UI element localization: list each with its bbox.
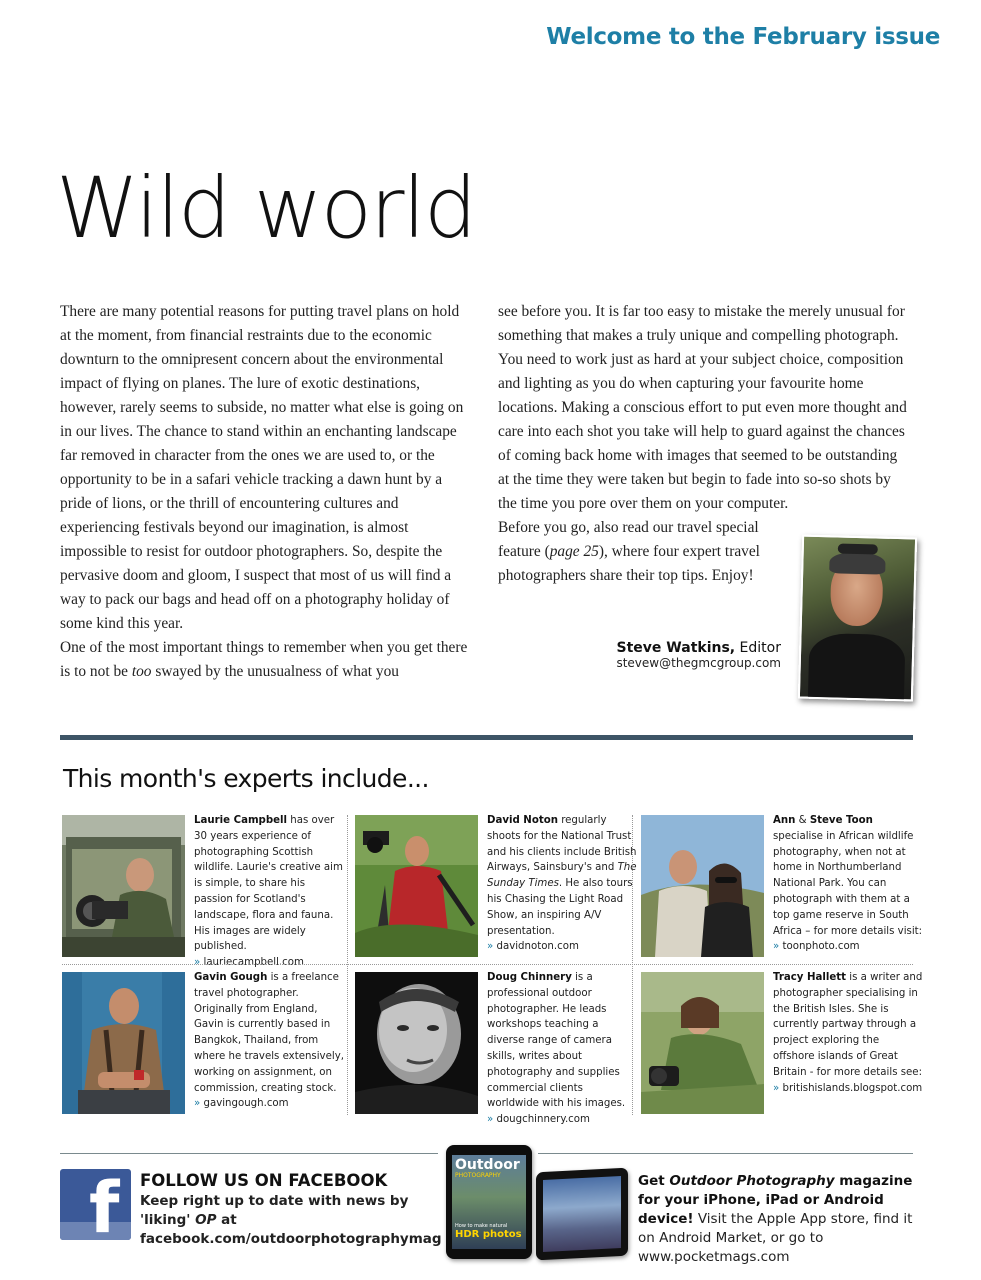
expert-name: Ann (773, 815, 796, 826)
expert-link-text[interactable]: dougchinnery.com (496, 1114, 590, 1126)
expert-card (62, 815, 344, 969)
text-run: One of the most important things to remember when you get there is to not be (60, 639, 468, 680)
footer-divider (60, 1153, 438, 1154)
expert-bio-text: is a freelance travel photographer. Originally from England, Gavin is currently based in Bangkok, Thailand, from where he travels extensively, working on assignment, on commission, creating stock. (194, 972, 344, 1094)
app-text: Visit the Apple App store, find it on Android Market, or go to www.pocketmags.com (638, 1211, 913, 1265)
emphasis-text: page 25 (549, 543, 599, 560)
link-chevron-icon: » (773, 1082, 780, 1094)
expert-name: Doug Chinnery (487, 972, 572, 983)
facebook-link[interactable]: at facebook.com/outdoorphotographymag (140, 1212, 442, 1247)
expert-bio (194, 813, 344, 971)
expert-link-text[interactable]: britishislands.blogspot.com (782, 1082, 923, 1094)
expert-bio-text: is a professional outdoor photographer. He leads workshops teaching a diverse range of camera skills, writes about photography and supplies commercial clients worldwide with his images. (487, 972, 626, 1110)
expert-bio (773, 970, 923, 1096)
expert-bio-text: specialise in African wildlife photography, when not at home in Northumberland National Park. You can photograph with them at a top game reserve in South Africa – for more details visit: (773, 830, 923, 937)
link-chevron-icon: » (194, 957, 201, 969)
photo-figure-sunglasses (838, 543, 878, 554)
signature-name: Steve Watkins, (616, 640, 736, 656)
app-heading-emphasis: Outdoor Photography (669, 1173, 835, 1189)
app-promo (638, 1172, 928, 1267)
expert-bio-text: is a writer and photographer specialising in the British Isles. She is currently partway through a project exploring the offshore islands of Great Britain - for more details see: (773, 972, 923, 1078)
expert-link[interactable] (773, 1081, 923, 1097)
magazine-cover-line: How to make natural (455, 1223, 508, 1229)
text-run: Get (638, 1173, 670, 1189)
expert-name: Steve Toon (809, 815, 873, 826)
facebook-promo (140, 1171, 442, 1249)
editorial-paragraph (60, 636, 472, 684)
expert-link-text[interactable]: toonphoto.com (782, 941, 860, 953)
facebook-icon[interactable] (60, 1169, 131, 1240)
signature-role: Editor (735, 640, 781, 656)
expert-bio (487, 970, 637, 1128)
grid-divider (62, 964, 913, 965)
editor-signature (616, 640, 781, 670)
text-run: Before you go, also read our travel special feature ( (498, 519, 759, 560)
signature-email[interactable]: stevew@thegmcgroup.com (616, 656, 781, 670)
editorial-paragraph (498, 516, 783, 588)
expert-link-text[interactable]: gavingough.com (203, 1098, 289, 1110)
editorial-paragraph: There are many potential reasons for putting travel plans on hold at the moment, from financial restraints due to the economic downturn to the omnipresent concern about the environmental impact of flying on planes. The lure of exotic destinations, however, rarely seems to subside, no matter what else is going on in our lives. The chance to stand within an enchanting landscape far removed in character from the ones we are used to, or the opportunity to be in a safari vehicle tracking a dawn hunt by a pride of lions, or the thrill of encountering cultures and experiencing festivals beyond our imagination, is almost impossible to resist for outdoor photographers. So, despite the pervasive doom and gloom, I suspect that most of us will find a way to pack our bags and head off on a photography holiday of some kind this year. (60, 303, 464, 632)
expert-bio (487, 813, 637, 955)
expert-link-text[interactable]: davidnoton.com (496, 941, 579, 953)
experts-heading: This month's experts include... (63, 764, 429, 793)
link-chevron-icon: » (773, 941, 780, 953)
editor-photo (798, 535, 917, 702)
magazine-cover-title: Outdoor (455, 1157, 520, 1173)
expert-card (355, 972, 637, 1126)
emphasis-text: too (131, 663, 152, 680)
expert-bio-text: has over 30 years experience of photographing Scottish wildlife. Laurie's creative aim is simple, to share his passion for Scotland's landscape, flora and fauna. His images are widely published. (194, 815, 343, 953)
expert-name: David Noton (487, 815, 558, 826)
expert-name: Laurie Campbell (194, 815, 288, 826)
expert-photo (62, 815, 185, 957)
tablet-device-image (536, 1168, 628, 1261)
link-chevron-icon: » (487, 941, 494, 953)
text-run: swayed by the unusualness of what you (151, 663, 399, 680)
facebook-heading: FOLLOW US ON FACEBOOK (140, 1171, 388, 1190)
grid-divider (632, 815, 633, 1115)
facebook-text: Keep right up to date with news by 'liking' (140, 1193, 409, 1228)
link-chevron-icon: » (487, 1114, 494, 1126)
expert-name-joiner: & (795, 815, 810, 826)
expert-card (641, 972, 923, 1118)
expert-bio (773, 813, 923, 955)
photo-figure-hair (829, 551, 886, 574)
expert-card (641, 815, 923, 961)
text-run: ), where four expert travel photographers share their top tips. Enjoy! (498, 543, 760, 584)
expert-photo (355, 972, 478, 1114)
link-chevron-icon: » (194, 1098, 201, 1110)
tablet-screen (543, 1176, 621, 1252)
expert-photo (641, 815, 764, 957)
expert-card (62, 972, 344, 1118)
expert-photo (641, 972, 764, 1114)
text-run: magazine for your iPhone, iPad or Android device! (638, 1173, 913, 1227)
editorial-paragraph: see before you. It is far too easy to mistake the merely unusual for something that makes a truly unique and compelling photograph. You need to work just as hard at your subject choice, composition and lighting as you do when capturing your favourite home locations. Making a conscious effort to put even more thought and care into each shot you take will help to guard against the chances of coming back home with images that seemed to be outstanding at the time they were taken but begin to fade into so-so shots by the time you pore over them on your computer. (498, 303, 907, 512)
expert-link[interactable] (194, 1096, 344, 1112)
expert-link[interactable] (487, 939, 637, 955)
expert-bio-text: . He also tours his Chasing the Light Road Show, an inspiring A/V presentation. (487, 878, 633, 937)
expert-bio-text: regularly shoots for the National Trust and his clients include British Airways, Sainsbury's and (487, 815, 637, 874)
editorial-column-left (60, 300, 472, 684)
magazine-cover-image (452, 1155, 526, 1249)
issue-header: Welcome to the February issue (546, 24, 940, 50)
photo-figure-body (808, 633, 906, 699)
expert-photo (62, 972, 185, 1114)
phone-device-image (446, 1145, 532, 1259)
expert-bio-emphasis: The Sunday Times (487, 862, 637, 890)
expert-link[interactable] (773, 939, 923, 955)
expert-bio (194, 970, 344, 1112)
section-divider (60, 735, 913, 740)
signature-line (616, 640, 781, 656)
footer-divider (538, 1153, 913, 1154)
expert-name: Tracy Hallett (773, 972, 846, 983)
expert-card (355, 815, 637, 961)
page-title: Wild world (56, 159, 476, 257)
grid-divider (347, 815, 348, 1115)
expert-name: Gavin Gough (194, 972, 268, 983)
facebook-emphasis: OP (195, 1212, 217, 1228)
expert-link[interactable] (487, 1112, 637, 1128)
expert-link-text[interactable]: lauriecampbell.com (203, 957, 304, 969)
magazine-cover-subtitle: PHOTOGRAPHY (455, 1172, 501, 1179)
expert-photo (355, 815, 478, 957)
magazine-cover-headline: HDR photos (455, 1229, 522, 1240)
facebook-logo-letter: f (89, 1169, 120, 1240)
